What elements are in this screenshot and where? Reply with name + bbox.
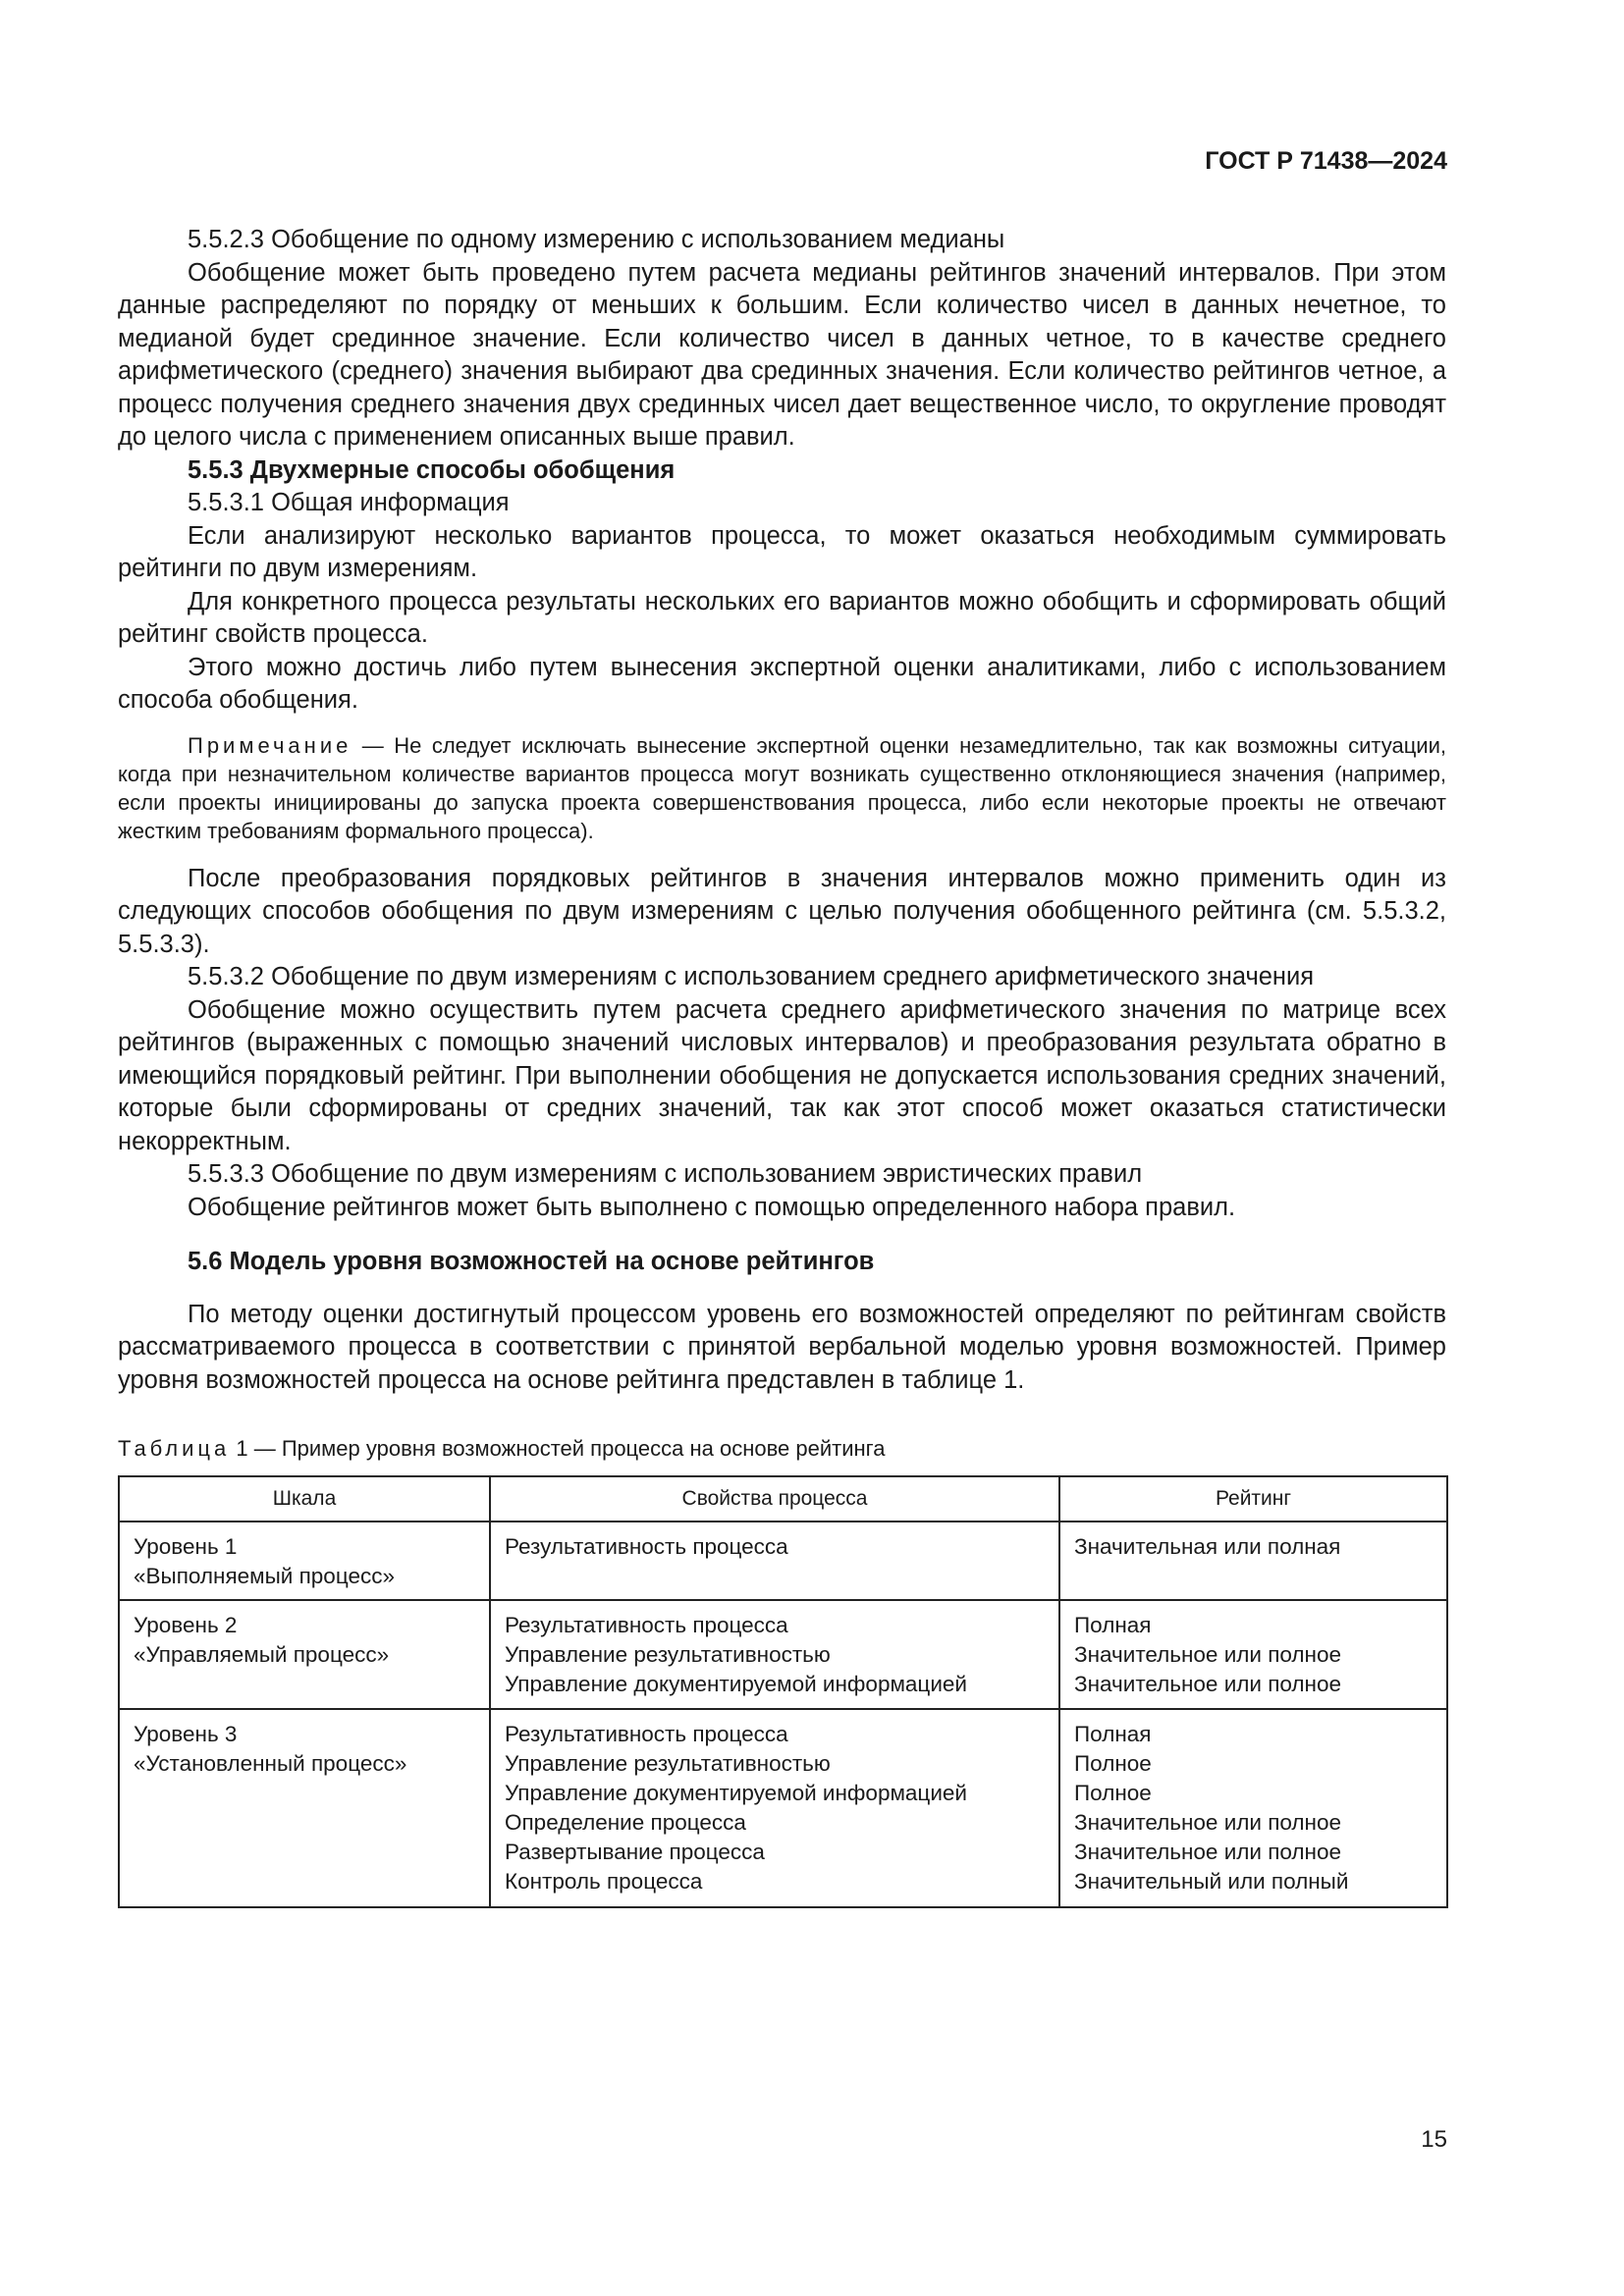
rating-line: Полная <box>1074 1613 1152 1637</box>
scale-line: Уровень 2 <box>134 1613 238 1637</box>
scale-line: «Управляемый процесс» <box>134 1642 390 1667</box>
property-line: Управление результативностью <box>505 1751 831 1776</box>
rating-line: Полное <box>1074 1751 1152 1776</box>
paragraph: Если анализируют несколько вариантов процесса, то может оказаться необходимым суммировать рейтинги по двум измерениям. <box>118 521 1446 582</box>
column-header-properties: Свойства процесса <box>490 1476 1059 1522</box>
table-row <box>119 1522 1447 1600</box>
rating-line: Значительный или полный <box>1074 1869 1349 1894</box>
paragraph: Для конкретного процесса результаты нескольких его вариантов можно обобщить и сформировать общий рейтинг свойств процесса. <box>118 587 1446 648</box>
rating-line: Значительная или полная <box>1074 1534 1341 1559</box>
table-header-row <box>119 1476 1447 1522</box>
table-caption-label: Таблица <box>118 1436 231 1461</box>
clause-5-5-2-3-heading: 5.5.2.3 Обобщение по одному измерению с использованием медианы <box>188 226 1005 253</box>
paragraph: Обобщение может быть проведено путем расчета медианы рейтингов значений интервалов. При этом данные распределяют по порядку от меньших к большим. Если количество чисел в данных нечетное, то медианой будет срединное значение. Если количество чисел в данных четное, то в качестве среднего арифметического (среднего) значения выбирают два срединных значения. Если количество рейтингов четное, а процесс получения среднего значения двух срединных чисел дает вещественное число, то округление проводят до целого числа с применением описанных выше правил. <box>118 258 1446 451</box>
rating-line: Значительное или полное <box>1074 1672 1341 1696</box>
cell-properties <box>490 1522 1059 1600</box>
scale-line: «Установленный процесс» <box>134 1751 407 1776</box>
cell-properties <box>490 1709 1059 1907</box>
property-line: Определение процесса <box>505 1810 746 1835</box>
cell-rating <box>1059 1522 1447 1600</box>
column-header-rating: Рейтинг <box>1059 1476 1447 1522</box>
property-line: Результативность процесса <box>505 1613 788 1637</box>
clause-5-5-3-2-heading: 5.5.3.2 Обобщение по двум измерениям с использованием среднего арифметического значения <box>188 963 1315 990</box>
page-number: 15 <box>1421 2126 1447 2153</box>
rating-line: Полная <box>1074 1722 1152 1746</box>
paragraph: Этого можно достичь либо путем вынесения экспертной оценки аналитиками, либо с использованием способа обобщения. <box>118 653 1446 714</box>
property-line: Результативность процесса <box>505 1722 788 1746</box>
rating-line: Полное <box>1074 1781 1152 1805</box>
section-5-6-heading: 5.6 Модель уровня возможностей на основе рейтингов <box>188 1248 875 1275</box>
cell-scale <box>119 1600 490 1709</box>
cell-scale <box>119 1709 490 1907</box>
rating-line: Значительное или полное <box>1074 1642 1341 1667</box>
scale-line: Уровень 1 <box>134 1534 238 1559</box>
clause-5-5-3-heading: 5.5.3 Двухмерные способы обобщения <box>188 455 676 484</box>
table-caption <box>118 1436 885 1462</box>
scale-line: «Выполняемый процесс» <box>134 1564 395 1588</box>
cell-scale <box>119 1522 490 1600</box>
capability-table <box>118 1475 1448 1908</box>
table-row <box>119 1600 1447 1709</box>
clause-5-5-3-1-heading: 5.5.3.1 Общая информация <box>188 489 510 516</box>
property-line: Результативность процесса <box>505 1534 788 1559</box>
document-body <box>118 224 1446 1397</box>
note-label: Примечание <box>188 732 352 758</box>
column-header-scale: Шкала <box>119 1476 490 1522</box>
paragraph: После преобразования порядковых рейтингов в значения интервалов можно применить один из следующих способов обобщения по двум измерениям с целью получения обобщенного рейтинга (см. 5.5.3.2, 5.5.3.3). <box>118 864 1446 958</box>
clause-5-5-3-3-heading: 5.5.3.3 Обобщение по двум измерениям с использованием эвристических правил <box>188 1160 1143 1188</box>
property-line: Управление документируемой информацией <box>505 1672 967 1696</box>
standard-number: ГОСТ Р 71438—2024 <box>1205 147 1447 175</box>
cell-properties <box>490 1600 1059 1709</box>
rating-line: Значительное или полное <box>1074 1840 1341 1864</box>
paragraph: Обобщение рейтингов может быть выполнено с помощью определенного набора правил. <box>188 1193 1236 1221</box>
paragraph: Обобщение можно осуществить путем расчета среднего арифметического значения по матрице всех рейтингов (выраженных с помощью значений числовых интервалов) и преобразования результата обратно в имеющийся порядковый рейтинг. При выполнении обобщения не допускается использования средних значений, которые были сформированы от средних значений, так как этот способ может оказаться статистически некорректным. <box>118 995 1446 1155</box>
rating-line: Значительное или полное <box>1074 1810 1341 1835</box>
table-row <box>119 1709 1447 1907</box>
note <box>118 731 1446 845</box>
paragraph: По методу оценки достигнутый процессом уровень его возможностей определяют по рейтингам свойств рассматриваемого процесса в соответствии с принятой вербальной моделью уровня возможностей. Пример уровня возможностей процесса на основе рейтинга представлен в таблице 1. <box>118 1300 1446 1394</box>
cell-rating <box>1059 1709 1447 1907</box>
property-line: Контроль процесса <box>505 1869 703 1894</box>
property-line: Развертывание процесса <box>505 1840 765 1864</box>
cell-rating <box>1059 1600 1447 1709</box>
table-caption-text: 1 — Пример уровня возможностей процесса на основе рейтинга <box>230 1436 886 1461</box>
property-line: Управление документируемой информацией <box>505 1781 967 1805</box>
property-line: Управление результативностью <box>505 1642 831 1667</box>
note-text: — Не следует исключать вынесение экспертной оценки незамедлительно, так как возможны ситуации, когда при незначительном количестве вариантов процесса могут возникать существенно отклоняющиеся значения (например, если проекты инициированы до запуска проекта совершенствования процесса, либо если некоторые проекты не отвечают жестким требованиям формального процесса). <box>118 732 1446 843</box>
scale-line: Уровень 3 <box>134 1722 238 1746</box>
